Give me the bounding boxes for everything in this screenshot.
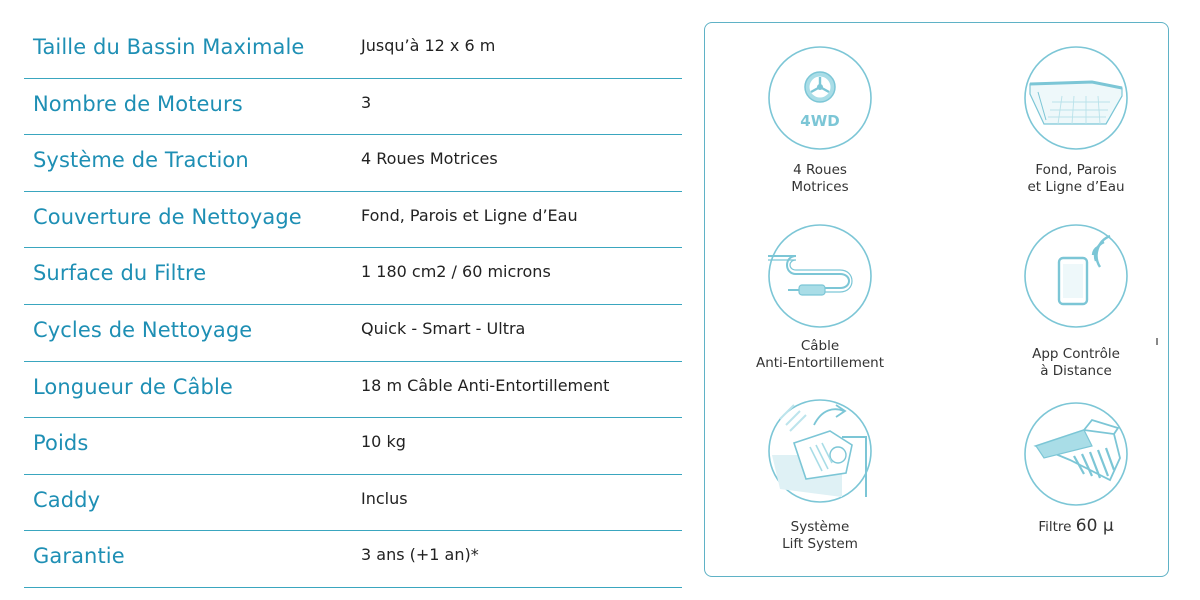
- spec-label: Cycles de Nettoyage: [33, 317, 253, 342]
- feature-label-cable: Câble Anti-Entortillement: [755, 338, 885, 371]
- spec-row-warranty: [24, 531, 682, 588]
- feature-label-lift: Système Lift System: [782, 519, 858, 552]
- feature-4wd: [710, 44, 930, 196]
- spec-label: Caddy: [33, 487, 101, 512]
- filter-icon: [1022, 400, 1130, 508]
- spec-label: Nombre de Moteurs: [33, 91, 243, 116]
- cable-icon: [766, 222, 874, 330]
- spec-row-cycles: [24, 305, 682, 362]
- spec-value: 10 kg: [361, 432, 406, 452]
- spec-row-pool-size: [24, 22, 682, 79]
- feature-label-4wd: 4 Roues Motrices: [791, 162, 849, 195]
- feature-coverage: [966, 44, 1186, 196]
- spec-value: 3: [361, 92, 372, 112]
- spec-value: Inclus: [361, 488, 408, 508]
- spec-value: 3 ans (+1 an)*: [361, 545, 479, 565]
- filter-label-value: 60 µ: [1075, 516, 1114, 536]
- feature-app: [966, 222, 1186, 380]
- badge-4wd: 4WD: [800, 112, 840, 130]
- spec-row-motors: [24, 79, 682, 136]
- feature-lift: [710, 397, 930, 553]
- spec-value: 1 180 cm2 / 60 microns: [361, 262, 551, 282]
- spec-value: Fond, Parois et Ligne d’Eau: [361, 205, 578, 225]
- spec-row-filter-surface: [24, 248, 682, 305]
- spec-value: Jusqu’à 12 x 6 m: [361, 36, 496, 55]
- spec-label: Couverture de Nettoyage: [33, 204, 302, 229]
- spec-value: Quick - Smart - Ultra: [361, 318, 526, 338]
- feature-label-app: App Contrôle à Distance: [1032, 346, 1120, 379]
- spec-row-caddy: [24, 475, 682, 532]
- feature-label-filter: [966, 518, 1186, 536]
- feature-cable: [710, 222, 930, 372]
- spec-label: Système de Traction: [33, 148, 249, 173]
- spec-row-cable-length: [24, 362, 682, 419]
- spec-row-coverage: [24, 192, 682, 249]
- pool-icon: [1022, 44, 1130, 152]
- spec-label: Taille du Bassin Maximale: [33, 35, 305, 59]
- spec-row-weight: [24, 418, 682, 475]
- phone-wifi-icon: [1022, 222, 1130, 330]
- spec-value: 4 Roues Motrices: [361, 149, 498, 169]
- spec-label: Longueur de Câble: [33, 374, 233, 399]
- spec-label: Garantie: [33, 544, 125, 569]
- spec-table: [24, 22, 682, 588]
- spec-row-traction: [24, 135, 682, 192]
- filter-label-prefix: Filtre: [1038, 519, 1076, 535]
- spec-label: Surface du Filtre: [33, 261, 207, 286]
- spec-value: 18 m Câble Anti-Entortillement: [361, 375, 610, 395]
- wheel-4wd-icon: [766, 44, 874, 152]
- spec-label: Poids: [33, 431, 89, 456]
- stray-mark: [1156, 338, 1158, 345]
- feature-filter: [966, 400, 1186, 536]
- lift-icon: [766, 397, 874, 505]
- feature-label-coverage: Fond, Parois et Ligne d’Eau: [1027, 162, 1125, 195]
